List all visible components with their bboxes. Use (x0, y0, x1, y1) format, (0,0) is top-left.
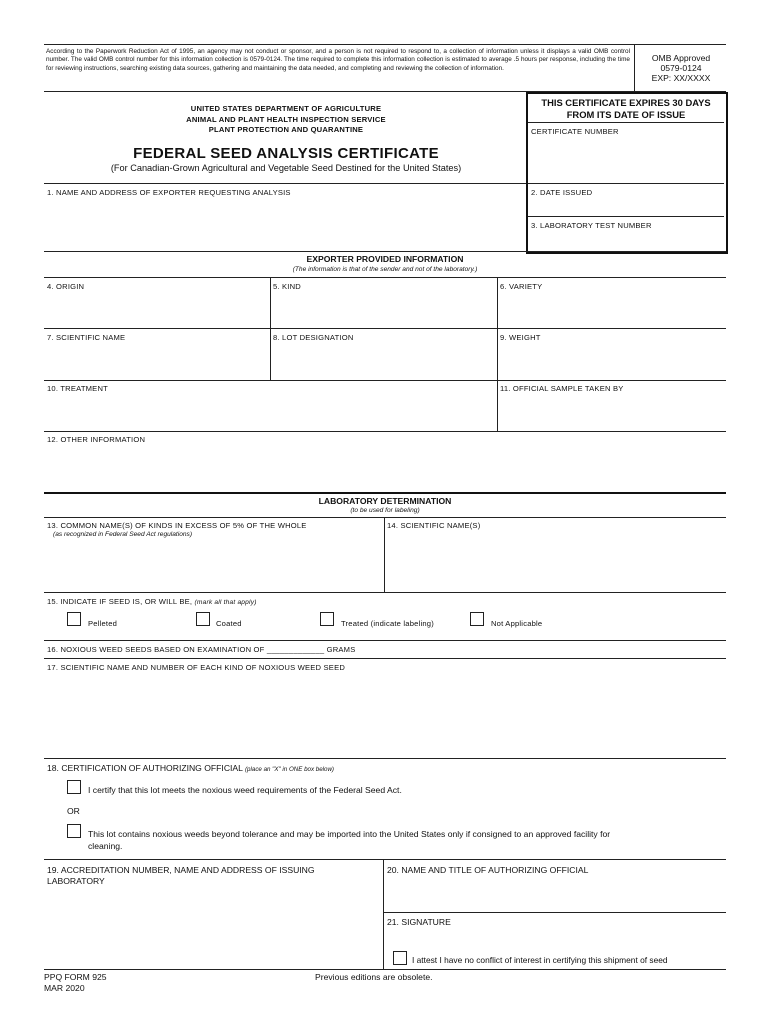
coated-checkbox[interactable] (196, 612, 210, 626)
rule-row-21 (383, 912, 726, 913)
weight-field[interactable] (499, 343, 724, 378)
omb-line-3: EXP: XX/XXXX (651, 73, 711, 83)
meets-requirements-label: I certify that this lot meets the noxious weed requirements of the Federal Seed Act. (88, 785, 402, 795)
rule-row-12 (44, 431, 726, 432)
form-date: MAR 2020 (44, 983, 85, 993)
scientific-names-field[interactable] (386, 531, 724, 589)
rule-row-4 (44, 277, 726, 278)
certification-note: (place an "X" in ONE box below) (245, 766, 334, 773)
expiry-notice (528, 97, 724, 120)
rule-cert-date (528, 183, 724, 184)
common-names-field[interactable] (46, 541, 382, 589)
seed-treatment-text: 15. INDICATE IF SEED IS, OR WILL BE, (47, 597, 193, 606)
omb-line-1: OMB Approved (651, 53, 711, 63)
sample-taken-by-field[interactable] (499, 394, 724, 429)
rule-row-10 (44, 380, 726, 381)
variety-label: 6. VARIETY (500, 282, 543, 291)
exporter-name-field[interactable] (46, 198, 524, 250)
coated-label: Coated (216, 619, 242, 628)
paperwork-notice: According to the Paperwork Reduction Act of 1995, an agency may not conduct or sponsor, and a person is not required to respond to, a collection of information unless it displays a valid OMB control number. The valid OMB control number for this information collection is 0579-0124. The time required to complete this information collection is estimated to average .5 hours per response, including the time for reviewing instructions, searching existing data sources, gathering and maintaining the data needed, and completing and reviewing the collection of information. (46, 48, 630, 72)
omb-approval (636, 53, 726, 83)
exporter-section-note: (The information is that of the sender and not of the laboratory.) (292, 266, 478, 273)
bottom-rule (44, 969, 726, 970)
scientific-name-field[interactable] (46, 343, 268, 378)
pelleted-label: Pelleted (88, 619, 118, 628)
expiry-line-2: FROM ITS DATE OF ISSUE (566, 108, 686, 120)
rule-row-19 (44, 859, 726, 860)
form-id (44, 972, 107, 994)
kind-label: 5. KIND (273, 282, 301, 291)
form-title: FEDERAL SEED ANALYSIS CERTIFICATE (133, 145, 439, 162)
omb-line-2: 0579-0124 (660, 63, 702, 73)
expiry-line-1: THIS CERTIFICATE EXPIRES 30 DAYS (541, 97, 711, 108)
conflict-of-interest-checkbox[interactable] (393, 951, 407, 965)
rule-lab-section (44, 492, 726, 494)
treatment-field[interactable] (46, 394, 495, 429)
rule-date-lab (528, 216, 724, 217)
certification-text: 18. CERTIFICATION OF AUTHORIZING OFFICIAL (47, 763, 243, 773)
scientific-name-label: 7. SCIENTIFIC NAME (47, 333, 126, 342)
rule-row-15 (44, 592, 726, 593)
lab-test-number-label: 3. LABORATORY TEST NUMBER (531, 221, 652, 230)
certificate-number-label: CERTIFICATE NUMBER (531, 127, 619, 136)
agency-line-3: PLANT PROTECTION AND QUARANTINE (208, 125, 364, 134)
signature-field[interactable] (385, 929, 724, 949)
rule-row-7 (44, 328, 726, 329)
other-information-field[interactable] (46, 445, 724, 490)
treated-checkbox[interactable] (320, 612, 334, 626)
common-names-note: (as recognized in Federal Seed Act regulations) (53, 531, 193, 538)
common-names-label: 13. COMMON NAME(S) OF KINDS IN EXCESS OF 5% OF THE WHOLE (47, 521, 307, 530)
noxious-weed-field[interactable] (46, 673, 724, 755)
rule-row-13 (44, 517, 726, 518)
authorizing-official-field[interactable] (385, 877, 724, 910)
weight-label: 9. WEIGHT (500, 333, 541, 342)
origin-field[interactable] (46, 292, 268, 327)
expiry-rule (528, 122, 724, 123)
agency-line-2: ANIMAL AND PLANT HEALTH INSPECTION SERVICE (186, 114, 386, 124)
conflict-of-interest-label: I attest I have no conflict of interest in certifying this shipment of seed (412, 955, 668, 965)
agency-line-1: UNITED STATES DEPARTMENT OF AGRICULTURE (190, 104, 382, 113)
origin-label: 4. ORIGIN (47, 282, 85, 291)
rule-row-18 (44, 758, 726, 759)
date-issued-label: 2. DATE ISSUED (531, 188, 593, 197)
seed-treatment-label (47, 597, 257, 606)
certification-label (47, 763, 334, 773)
beyond-tolerance-checkbox[interactable] (67, 824, 81, 838)
agency-block (46, 104, 526, 136)
lot-designation-label: 8. LOT DESIGNATION (273, 333, 354, 342)
beyond-tolerance-line-1: This lot contains noxious weeds beyond tolerance and may be imported into the United States only if consigned to an approved facility for (88, 829, 611, 839)
exporter-section-title: EXPORTER PROVIDED INFORMATION (306, 254, 464, 264)
col-divider-b (497, 277, 498, 431)
col-divider-c (384, 517, 385, 592)
sample-taken-by-label: 11. OFFICIAL SAMPLE TAKEN BY (500, 384, 624, 393)
scientific-names-label: 14. SCIENTIFIC NAME(S) (387, 521, 481, 530)
omb-divider (634, 44, 635, 91)
rule-row-16 (44, 640, 726, 641)
not-applicable-label: Not Applicable (491, 619, 543, 628)
date-issued-field[interactable] (528, 197, 724, 215)
exporter-name-label: 1. NAME AND ADDRESS OF EXPORTER REQUESTING ANALYSIS (47, 188, 291, 197)
top-rule (44, 44, 726, 45)
treatment-label: 10. TREATMENT (47, 384, 108, 393)
signature-label: 21. SIGNATURE (387, 917, 451, 927)
other-information-label: 12. OTHER INFORMATION (47, 435, 146, 444)
pelleted-checkbox[interactable] (67, 612, 81, 626)
kind-field[interactable] (272, 292, 495, 327)
noxious-examination-label: 16. NOXIOUS WEED SEEDS BASED ON EXAMINATION OF _____________ GRAMS (47, 645, 356, 654)
beyond-tolerance-line-2: cleaning. (88, 841, 123, 851)
accreditation-label (47, 865, 315, 887)
seed-treatment-note: (mark all that apply) (194, 599, 257, 606)
noxious-weed-label: 17. SCIENTIFIC NAME AND NUMBER OF EACH KIND OF NOXIOUS WEED SEED (47, 663, 346, 672)
rule-row-17 (44, 658, 726, 659)
lab-section-title: LABORATORY DETERMINATION (318, 496, 452, 506)
variety-field[interactable] (499, 292, 724, 327)
lab-section-note: (to be used for labeling) (350, 507, 420, 514)
meets-requirements-checkbox[interactable] (67, 780, 81, 794)
lab-test-number-field[interactable] (528, 230, 724, 248)
certificate-number-field[interactable] (528, 136, 724, 181)
accreditation-line-2: LABORATORY (47, 876, 105, 886)
col-divider-d (383, 859, 384, 970)
not-applicable-checkbox[interactable] (470, 612, 484, 626)
beyond-tolerance-label (88, 828, 610, 852)
treated-label: Treated (indicate labeling) (341, 619, 434, 628)
rule-field-1 (44, 183, 526, 184)
previous-editions-note: Previous editions are obsolete. (315, 972, 433, 982)
lot-designation-field[interactable] (272, 343, 495, 378)
rule-exporter-section (44, 251, 726, 252)
authorizing-official-label: 20. NAME AND TITLE OF AUTHORIZING OFFICIAL (387, 865, 589, 875)
accreditation-field[interactable] (46, 889, 381, 967)
form-number: PPQ FORM 925 (44, 972, 107, 982)
grams-examined-field[interactable] (244, 643, 326, 655)
or-label: OR (67, 806, 80, 816)
form-subtitle: (For Canadian-Grown Agricultural and Vegetable Seed Destined for the United States) (110, 163, 462, 173)
accreditation-line-1: 19. ACCREDITATION NUMBER, NAME AND ADDRESS OF ISSUING (47, 865, 315, 875)
